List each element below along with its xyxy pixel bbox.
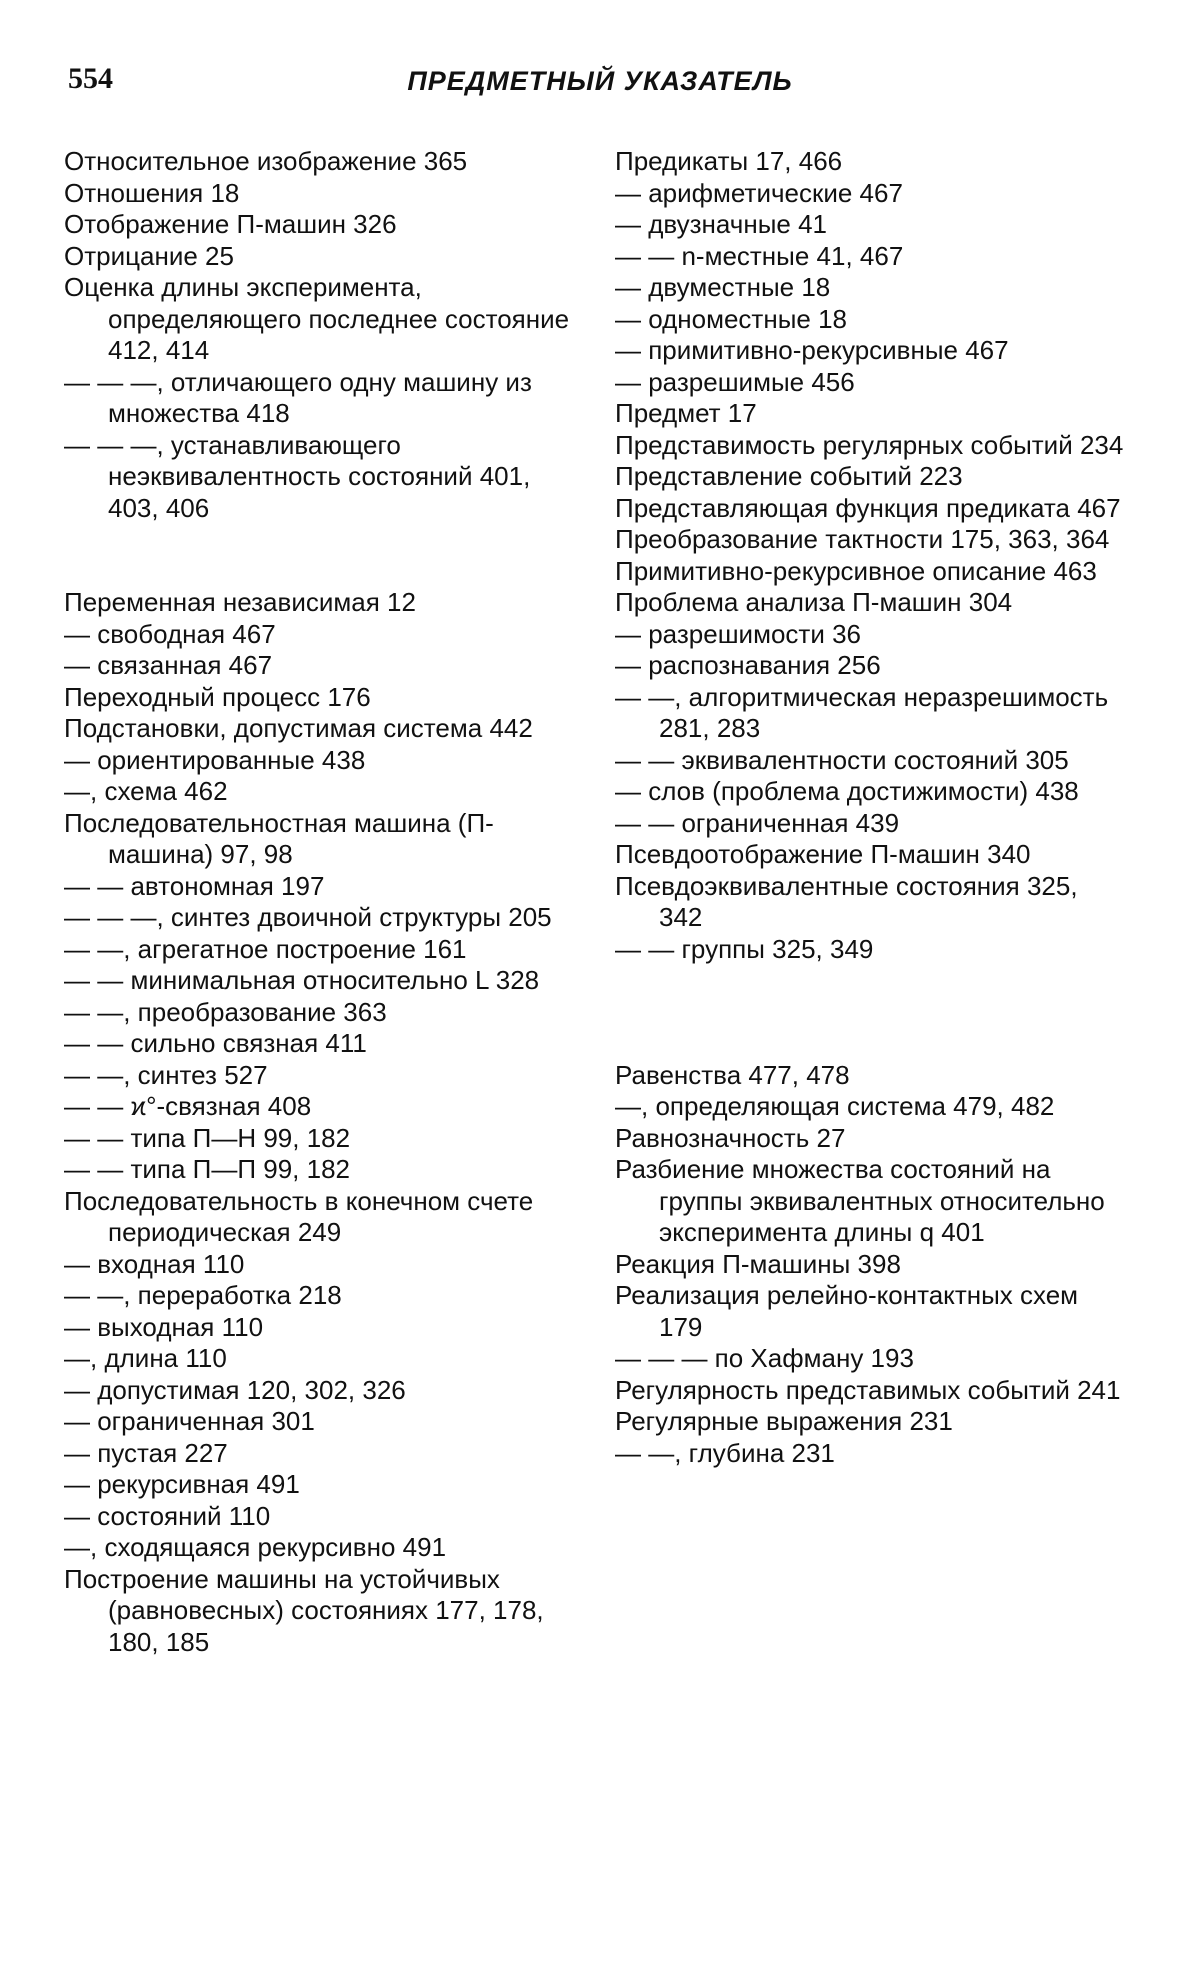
section-gap: [615, 1028, 1125, 1060]
index-column-left: [64, 146, 579, 1658]
index-entry: Регулярность представимых событий 241: [615, 1374, 1121, 1405]
index-column-right: [615, 146, 1125, 1469]
index-entry: Псевдоэквивалентные состояния 325, 342: [615, 870, 1078, 932]
index-entry: — разрешимости 36: [615, 618, 861, 649]
index-entry: — допустимая 120, 302, 326: [64, 1374, 406, 1405]
index-entry: Примитивно-рекурсивное описание 463: [615, 555, 1097, 586]
index-entry: — —, алгоритмическая неразрешимость 281, 283: [615, 681, 1109, 743]
index-entry: Переходный процесс 176: [64, 681, 371, 712]
index-entry: — ориентированные 438: [64, 744, 366, 775]
index-entry: — — — по Хафману 193: [615, 1343, 914, 1373]
index-entry: Псевдоотображение П-машин 340: [615, 839, 1031, 869]
index-entry: Разбиение множества состояний на группы эквивалентных относительно эксперимента длины q 401: [615, 1154, 1105, 1247]
index-entry: — примитивно-рекурсивные 467: [615, 335, 1009, 365]
index-entry: Подстановки, допустимая система 442: [64, 713, 533, 743]
index-entry: — свободная 467: [64, 618, 276, 649]
index-entry: Оценка длины эксперимента, определяющего последнее состояние 412, 414: [64, 272, 570, 365]
index-entry: — — —, синтез двоичной структуры 205: [64, 902, 552, 932]
index-entry: Отображение П-машин 326: [64, 209, 397, 239]
index-entry: — — n-местные 41, 467: [615, 240, 904, 271]
index-entry: Отрицание 25: [64, 240, 234, 271]
index-entry: — состояний 110: [64, 1500, 271, 1531]
index-entry: — — сильно связная 411: [64, 1028, 367, 1058]
index-entry: — — —, устанавливающего неэквивалентность состояний 401, 403, 406: [64, 429, 531, 523]
index-entry: — распознавания 256: [615, 650, 881, 680]
index-entry: — — группы 325, 349: [615, 933, 874, 964]
running-head: ПРЕДМЕТНЫЙ УКАЗАТЕЛЬ: [407, 66, 793, 96]
index-entry: Предикаты 17, 466: [615, 146, 843, 176]
index-entry: — одноместные 18: [615, 303, 847, 334]
index-entry: — двузначные 41: [615, 209, 827, 239]
index-entry: — —, глубина 231: [615, 1437, 835, 1468]
section-gap: [615, 965, 1125, 1028]
index-entry: — входная 110: [64, 1248, 245, 1279]
index-entry: — арифметические 467: [615, 177, 903, 208]
index-entry: — выходная 110: [64, 1311, 264, 1342]
index-entry: Регулярные выражения 231: [615, 1406, 953, 1436]
index-entry: — связанная 467: [64, 650, 273, 680]
index-entry: — — ограниченная 439: [615, 807, 900, 838]
index-entry: — —, синтез 527: [64, 1059, 268, 1090]
index-entry: Построение машины на устойчивых (равновесных) состояниях 177, 178, 180, 185: [64, 1563, 544, 1657]
index-entry: Переменная независимая 12: [64, 587, 416, 617]
index-entry: Представляющая функция предиката 467: [615, 492, 1121, 523]
index-entry: — ограниченная 301: [64, 1406, 315, 1436]
section-gap: [64, 524, 579, 587]
index-entry: Проблема анализа П-машин 304: [615, 587, 1013, 617]
index-entry: Преобразование тактности 175, 363, 364: [615, 524, 1110, 554]
page-number: 554: [68, 62, 113, 95]
index-entry: — —, переработка 218: [64, 1280, 342, 1310]
index-entry: —, схема 462: [64, 776, 228, 806]
index-entry: — —, преобразование 363: [64, 996, 387, 1027]
index-entry: Представление событий 223: [615, 461, 963, 491]
index-entry: Равнозначность 27: [615, 1122, 846, 1153]
index-entry: Реакция П-машины 398: [615, 1248, 901, 1279]
index-entry: — рекурсивная 491: [64, 1469, 300, 1499]
index-entry: — — минимальная относительно L 328: [64, 965, 540, 995]
index-entry: —, сходящаяся рекурсивно 491: [64, 1532, 447, 1562]
index-entry: — пустая 227: [64, 1437, 228, 1468]
index-entry: Последовательность в конечном счете периодическая 249: [64, 1185, 534, 1247]
index-entry: — слов (проблема достижимости) 438: [615, 776, 1079, 806]
index-entry: Реализация релейно-контактных схем 179: [615, 1280, 1079, 1342]
index-entry: — двуместные 18: [615, 272, 831, 302]
index-entry: —, длина 110: [64, 1343, 227, 1373]
index-entry: Представимость регулярных событий 234: [615, 429, 1124, 460]
index-entry: — — типа П—П 99, 182: [64, 1154, 350, 1184]
index-entry: Относительное изображение 365: [64, 146, 468, 176]
index-entry: — — ϰ°-связная 408: [64, 1091, 312, 1121]
index-entry: — — эквивалентности состояний 305: [615, 744, 1069, 775]
index-entry: — —, агрегатное построение 161: [64, 933, 467, 964]
index-entry: — — автономная 197: [64, 870, 325, 901]
index-entry: Предмет 17: [615, 398, 757, 428]
index-entry: — разрешимые 456: [615, 366, 855, 397]
index-entry: Равенства 477, 478: [615, 1059, 850, 1090]
index-entry: Последовательностная машина (П-машина) 97, 98: [64, 807, 494, 869]
index-entry: — — —, отличающего одну машину из множества 418: [64, 366, 532, 428]
index-entry: —, определяющая система 479, 482: [615, 1091, 1055, 1121]
index-entry: Отношения 18: [64, 177, 240, 208]
index-entry: — — типа П—Н 99, 182: [64, 1122, 351, 1153]
